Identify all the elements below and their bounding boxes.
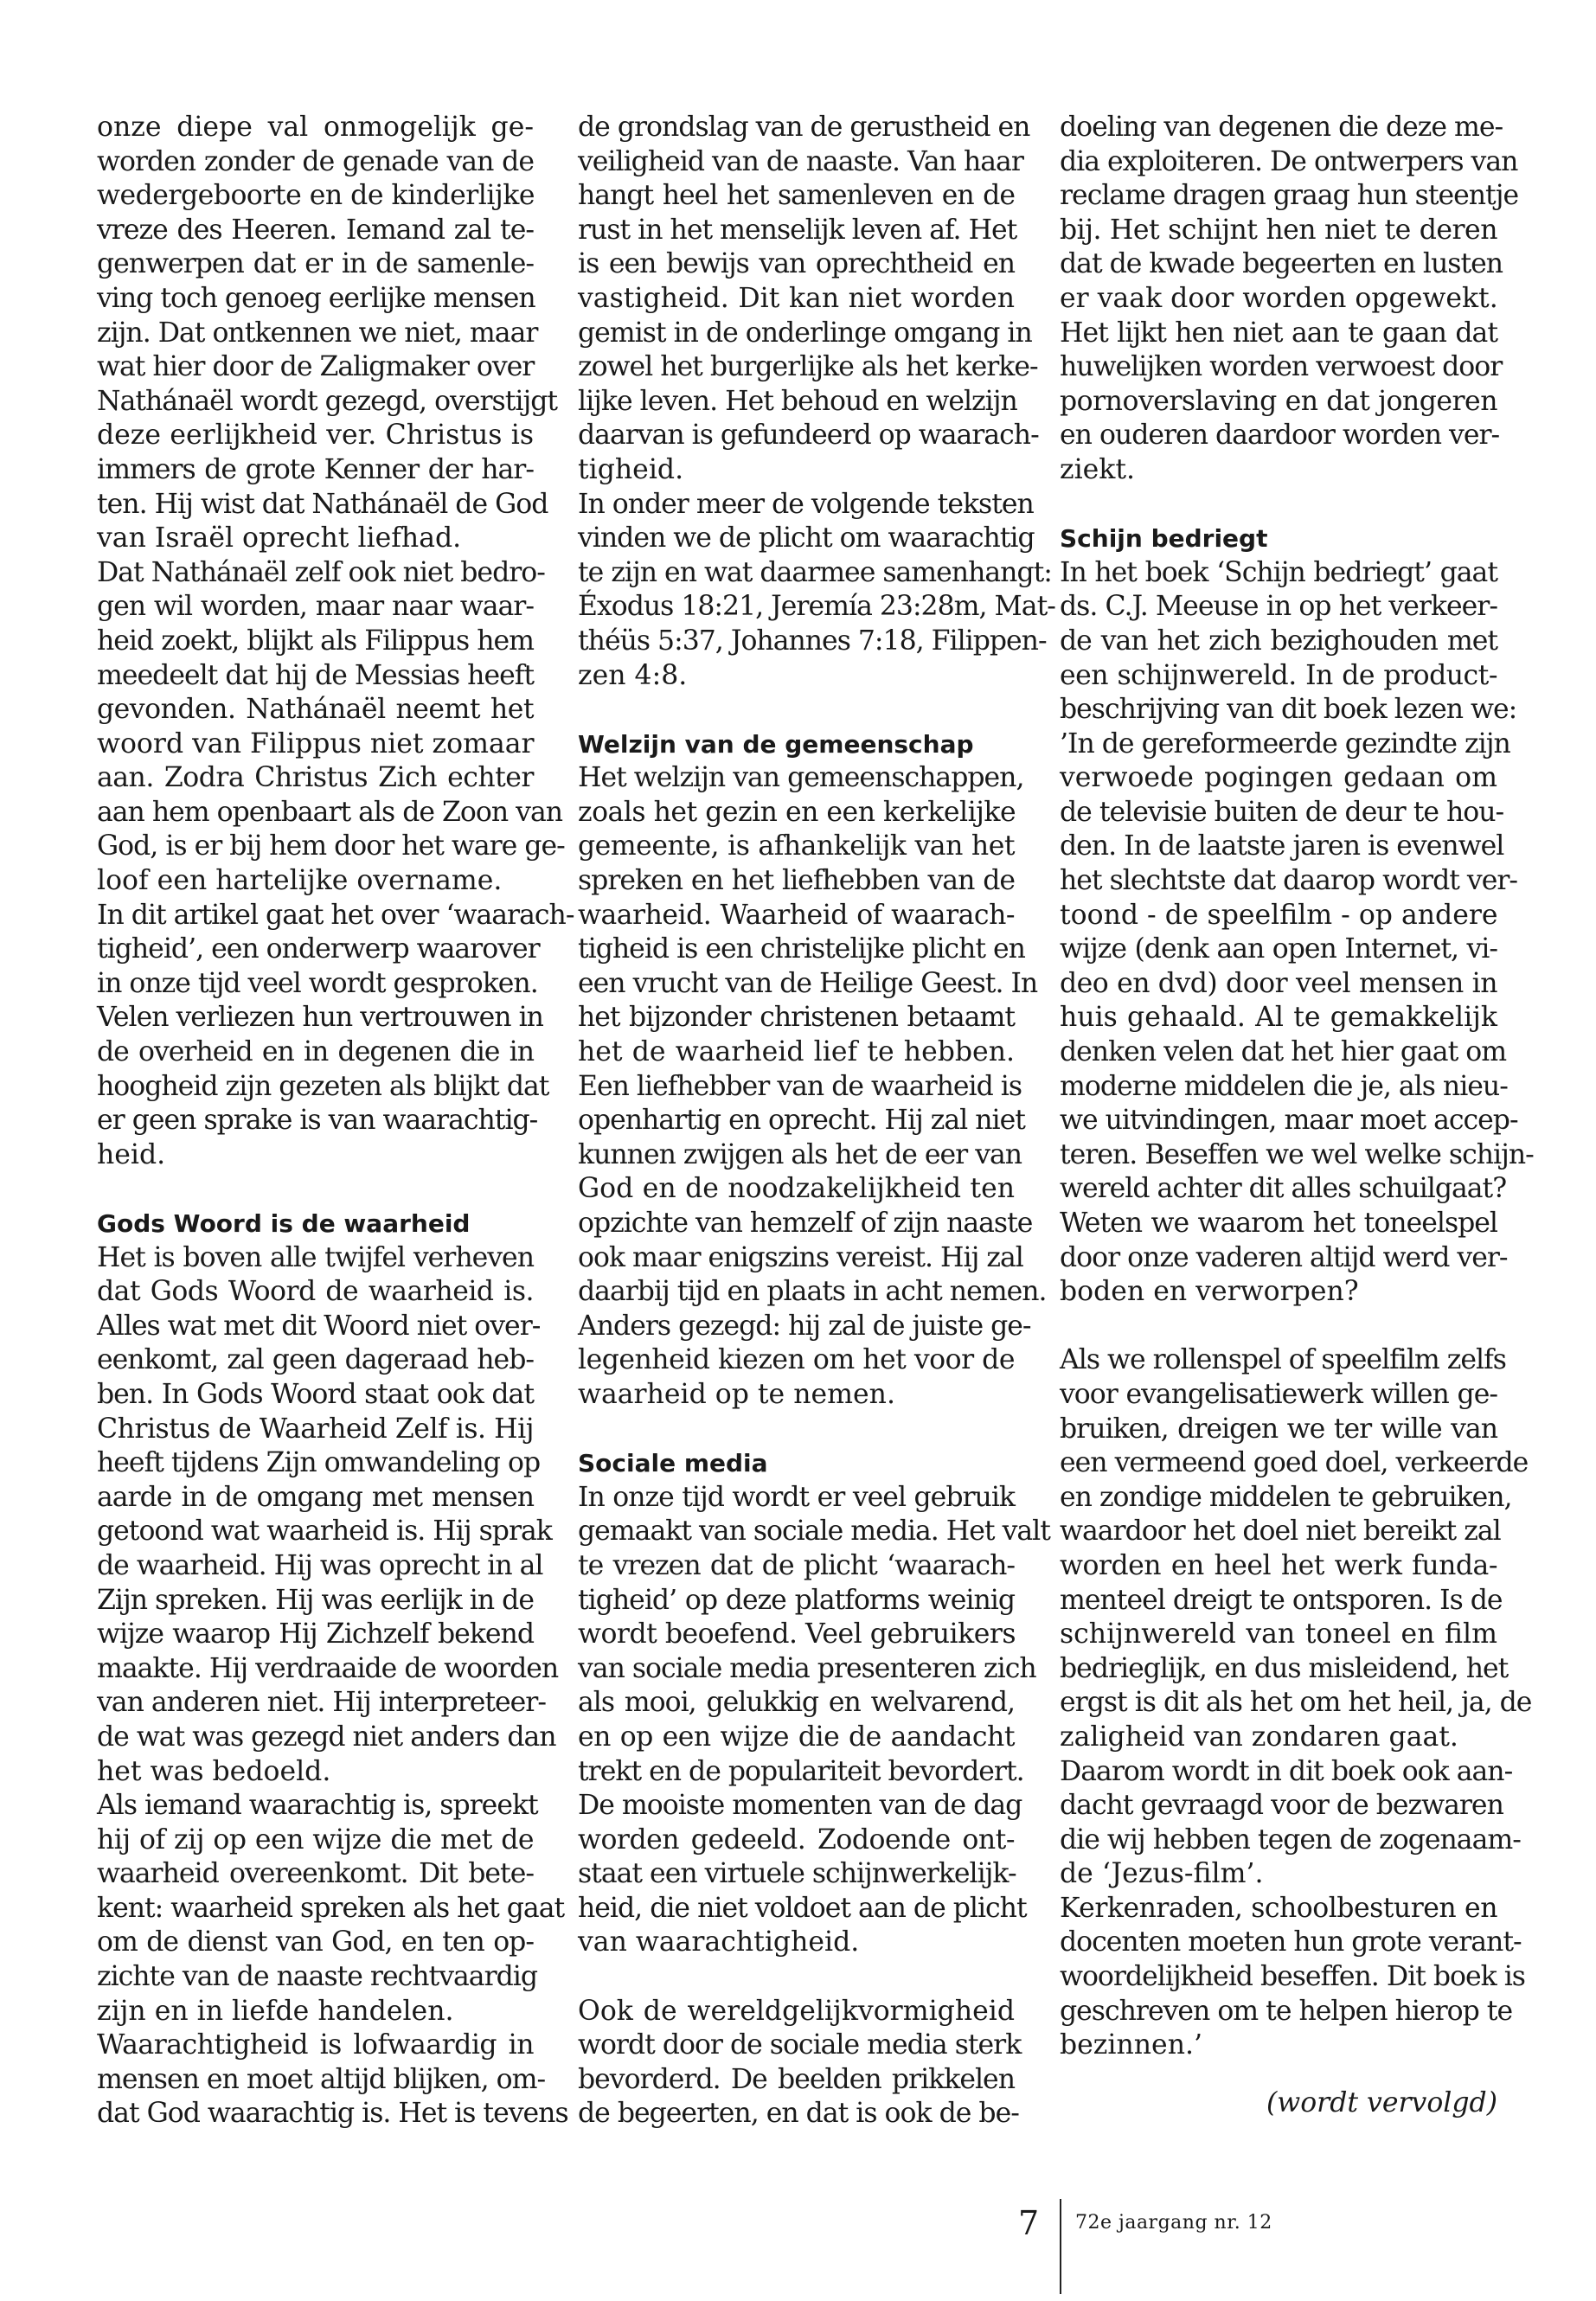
text-line: legenheid kiezen om het voor de xyxy=(578,1344,1015,1376)
text-line: ziekt. xyxy=(1060,453,1136,485)
continuation-note: (wordt vervolgd) xyxy=(1266,2086,1497,2118)
text-line: Als iemand waarachtig is, spreekt xyxy=(97,1790,538,1822)
text-line: genwerpen dat er in de samenle- xyxy=(97,248,534,280)
text-line: dacht gevraagd voor de bezwaren xyxy=(1060,1790,1503,1822)
text-line: zaligheid van zondaren gaat. xyxy=(1060,1721,1458,1753)
column-middle xyxy=(578,111,1055,2131)
text-line: te vrezen dat de plicht ‘waarach- xyxy=(578,1549,1015,1581)
text-line: vreze des Heeren. Iemand zal te- xyxy=(97,214,534,246)
text-line: het slechtste dat daarop wordt ver- xyxy=(1060,865,1518,897)
text-line: Een liefhebber van de waarheid is xyxy=(578,1070,1022,1102)
text-line: woord van Filippus niet zomaar xyxy=(97,727,535,760)
text-line: gevonden. Nathánaël neemt het xyxy=(97,694,534,726)
paragraph xyxy=(1060,1343,1532,1754)
text-line: gen wil worden, maar naar waar- xyxy=(97,591,534,623)
text-line: meedeelt dat hij de Messias heeft xyxy=(97,659,535,691)
text-line: te zijn en wat daarmee samenhangt: xyxy=(578,556,1052,588)
text-line: tigheid’, een onderwerp waarover xyxy=(97,933,540,965)
text-line: waardoor het doel niet bereikt zal xyxy=(1060,1516,1501,1548)
text-line: tigheid’ op deze platforms weinig xyxy=(578,1584,1015,1616)
text-line: heid. xyxy=(97,1138,166,1170)
paragraph-gap xyxy=(578,1413,1015,1447)
text-line: het bijzonder christenen betaamt xyxy=(578,1002,1015,1034)
text-line: er vaak door worden opgewekt. xyxy=(1060,282,1498,314)
text-line: reclame dragen graag hun steentje xyxy=(1060,180,1519,212)
text-line: daarvan is gefundeerd op waarach- xyxy=(578,420,1039,452)
text-line: wijze (denk aan open Internet, vi- xyxy=(1060,933,1497,965)
text-line: de grondslag van de gerustheid en xyxy=(578,112,1030,143)
text-line: als mooi, gelukkig en welvarend, xyxy=(578,1687,1015,1719)
text-line: de televisie buiten de deur te hou- xyxy=(1060,796,1504,828)
text-line: tigheid is een christelijke plicht en xyxy=(578,933,1025,965)
text-line: ten. Hij wist dat Nathánaël de God xyxy=(97,488,548,520)
paragraph-gap xyxy=(97,1172,534,1207)
text-line: die wij hebben tegen de zogenaam- xyxy=(1060,1823,1521,1856)
text-line: gemist in de onderlinge omgang in xyxy=(578,317,1032,349)
text-line: wordt beoefend. Veel gebruikers xyxy=(578,1618,1016,1650)
text-line: dat Gods Woord de waarheid is. xyxy=(97,1276,534,1308)
text-line: een schijnwereld. In de product- xyxy=(1060,659,1497,691)
column-right xyxy=(1060,111,1534,2120)
text-line: boden en verworpen? xyxy=(1060,1276,1359,1308)
text-line: huis gehaald. Al te gemakkelijk xyxy=(1060,1002,1497,1034)
text-line: dia exploiteren. De ontwerpers van xyxy=(1060,145,1518,177)
text-line: In onze tijd wordt er veel gebruik xyxy=(578,1481,1015,1513)
text-line: om de dienst van God, en ten op- xyxy=(97,1926,534,1958)
text-line: getoond wat waarheid is. Hij sprak xyxy=(97,1516,552,1548)
text-line: Christus de Waarheid Zelf is. Hij xyxy=(97,1413,534,1445)
text-line: bij. Het schijnt hen niet te deren xyxy=(1060,214,1497,246)
text-line: door onze vaderen altijd werd ver- xyxy=(1060,1241,1508,1273)
text-line: worden gedeeld. Zodoende ont- xyxy=(578,1823,1015,1856)
text-line: Het is boven alle twijfel verheven xyxy=(97,1241,534,1273)
text-line: de waarheid. Hij was oprecht in al xyxy=(97,1549,543,1581)
text-line: schijnwereld van toneel en film xyxy=(1060,1618,1497,1650)
footer-divider xyxy=(1060,2199,1061,2294)
text-line: verwoede pogingen gedaan om xyxy=(1060,762,1497,794)
paragraph xyxy=(97,1241,559,1790)
paragraph-gap xyxy=(1060,1310,1497,1344)
text-line: God en de noodzakelijkheid ten xyxy=(578,1173,1015,1205)
text-line: aarde in de omgang met mensen xyxy=(97,1481,534,1513)
text-line: Waarachtigheid is lofwaardig in xyxy=(97,2029,534,2061)
text-line: In het boek ‘Schijn bedriegt’ gaat xyxy=(1060,556,1497,588)
text-line: bezinnen.’ xyxy=(1060,2029,1203,2061)
text-line: hoogheid zijn gezeten als blijkt dat xyxy=(97,1070,549,1102)
paragraph xyxy=(97,111,558,556)
text-line: Zijn spreken. Hij was eerlijk in de xyxy=(97,1584,534,1616)
text-line: Dat Nathánaël zelf ook niet bedro- xyxy=(97,556,545,588)
text-line: er geen sprake is van waarachtig- xyxy=(97,1105,538,1137)
text-line: ’In de gereformeerde gezindte zijn xyxy=(1060,727,1510,760)
page-footer xyxy=(0,2197,1596,2292)
text-line: Velen verliezen hun vertrouwen in xyxy=(97,1002,543,1034)
paragraph-gap xyxy=(578,1960,1015,1995)
text-line: in onze tijd veel wordt gesproken. xyxy=(97,967,538,999)
text-line: toond - de speelfilm - op andere xyxy=(1060,899,1498,931)
text-line: ook maar enigszins vereist. Hij zal xyxy=(578,1241,1023,1273)
text-line: aan hem openbaart als de Zoon van xyxy=(97,796,563,828)
text-line: moderne middelen die je, als nieu- xyxy=(1060,1070,1508,1102)
section-heading: Sociale media xyxy=(578,1449,768,1478)
text-line: zoals het gezin en een kerkelijke xyxy=(578,796,1016,828)
text-line: huwelijken worden verwoest door xyxy=(1060,351,1503,383)
text-line: van sociale media presenteren zich xyxy=(578,1652,1036,1684)
text-line: Kerkenraden, schoolbesturen en xyxy=(1060,1892,1497,1924)
text-line: heeft tijdens Zijn omwandeling op xyxy=(97,1447,541,1479)
text-line: théüs 5:37, Johannes 7:18, Filippen- xyxy=(578,625,1047,657)
text-line: De mooiste momenten van de dag xyxy=(578,1790,1022,1822)
text-line: gemeente, is afhankelijk van het xyxy=(578,830,1015,862)
text-line: Éxodus 18:21, Jeremía 23:28m, Mat- xyxy=(578,591,1055,623)
text-line: Alles wat met dit Woord niet over- xyxy=(97,1310,541,1342)
text-line: onze diepe val onmogelijk ge- xyxy=(97,112,534,143)
paragraph xyxy=(578,761,1047,1412)
text-line: kunnen zwijgen als het de eer van xyxy=(578,1138,1022,1170)
text-line: van waarachtigheid. xyxy=(578,1926,860,1958)
text-line: Weten we waarom het toneelspel xyxy=(1060,1208,1497,1239)
text-line: de van het zich bezighouden met xyxy=(1060,625,1497,657)
paragraph xyxy=(578,488,1055,694)
text-line: opzichte van hemzelf of zijn naaste xyxy=(578,1208,1033,1239)
text-line: ben. In Gods Woord staat ook dat xyxy=(97,1378,534,1410)
text-line: den. In de laatste jaren is evenwel xyxy=(1060,830,1504,862)
issue-info: 72e jaargang nr. 12 xyxy=(1075,2212,1272,2234)
paragraph xyxy=(97,899,574,1173)
text-line: Het welzijn van gemeenschappen, xyxy=(578,762,1024,794)
text-line: hangt heel het samenleven en de xyxy=(578,180,1015,212)
paragraph-gap xyxy=(578,693,1015,727)
text-line: het de waarheid lief te hebben. xyxy=(578,1036,1015,1068)
text-line: de overheid en in degenen die in xyxy=(97,1036,534,1068)
text-line: denken velen dat het hier gaat om xyxy=(1060,1036,1507,1068)
text-line: een vrucht van de Heilige Geest. In xyxy=(578,967,1038,999)
text-line: veiligheid van de naaste. Van haar xyxy=(578,145,1023,177)
text-line: maakte. Hij verdraaide de woorden xyxy=(97,1652,559,1684)
section-heading: Welzijn van de gemeenschap xyxy=(578,729,974,759)
text-line: de ‘Jezus-film’. xyxy=(1060,1858,1264,1890)
text-line: en op een wijze die de aandacht xyxy=(578,1721,1015,1753)
text-line: immers de grote Kenner der har- xyxy=(97,453,534,485)
text-line: worden zonder de genade van de xyxy=(97,145,534,177)
text-line: zichte van de naaste rechtvaardig xyxy=(97,1961,538,1993)
paragraph xyxy=(97,1789,565,2029)
text-line: tigheid. xyxy=(578,453,684,485)
text-line: wat hier door de Zaligmaker over xyxy=(97,351,535,383)
text-line: dat de kwade begeerten en lusten xyxy=(1060,248,1503,280)
text-line: deze eerlijkheid ver. Christus is xyxy=(97,420,534,452)
text-line: zowel het burgerlijke als het kerke- xyxy=(578,351,1038,383)
text-line: kent: waarheid spreken als het gaat xyxy=(97,1892,565,1924)
text-line: staat een virtuele schijnwerkelijk- xyxy=(578,1858,1016,1890)
text-line: doeling van degenen die deze me- xyxy=(1060,112,1503,143)
text-line: bruiken, dreigen we ter wille van xyxy=(1060,1413,1497,1445)
text-line: de begeerten, en dat is ook de be- xyxy=(578,2098,1019,2130)
text-line: eenkomt, zal geen dageraad heb- xyxy=(97,1344,534,1376)
paragraph-gap xyxy=(1060,488,1497,522)
text-line: aan. Zodra Christus Zich echter xyxy=(97,762,534,794)
paragraph xyxy=(97,556,565,899)
paragraph xyxy=(578,1481,1050,1960)
text-line: bevorderd. De beelden prikkelen xyxy=(578,2063,1015,2095)
text-line: ds. C.J. Meeuse in op het verkeer- xyxy=(1060,591,1497,623)
text-line: waarheid op te nemen. xyxy=(578,1378,895,1410)
text-line: waarheid overeenkomt. Dit bete- xyxy=(97,1858,534,1890)
text-line: is een bewijs van oprechtheid en xyxy=(578,248,1015,280)
text-line: lijke leven. Het behoud en welzijn xyxy=(578,385,1017,417)
paragraph xyxy=(1060,1755,1521,1892)
text-line: zen 4:8. xyxy=(578,659,688,691)
text-line: spreken en het liefhebben van de xyxy=(578,865,1015,897)
text-line: docenten moeten hun grote verant- xyxy=(1060,1926,1522,1958)
text-line: waarheid. Waarheid of waarach- xyxy=(578,899,1015,931)
text-line: dat God waarachtig is. Het is tevens xyxy=(97,2098,568,2130)
text-line: hij of zij op een wijze die met de xyxy=(97,1823,534,1856)
text-line: voor evangelisatiewerk willen ge- xyxy=(1060,1378,1497,1410)
text-line: een vermeend goed doel, verkeerde xyxy=(1060,1447,1529,1479)
text-line: heid, die niet voldoet aan de plicht xyxy=(578,1892,1027,1924)
text-line: we uitvindingen, maar moet accep- xyxy=(1060,1105,1518,1137)
text-line: God, is er bij hem door het ware ge- xyxy=(97,830,565,862)
text-line: heid zoekt, blijkt als Filippus hem xyxy=(97,625,534,657)
text-line: Daarom wordt in dit boek ook aan- xyxy=(1060,1755,1513,1787)
text-line: Het lijkt hen niet aan te gaan dat xyxy=(1060,317,1497,349)
text-line: teren. Beseffen we wel welke schijn- xyxy=(1060,1138,1534,1170)
text-line: en ouderen daardoor worden ver- xyxy=(1060,420,1500,452)
text-line: beschrijving van dit boek lezen we: xyxy=(1060,694,1517,726)
text-line: gemaakt van sociale media. Het valt xyxy=(578,1516,1050,1548)
text-line: mensen en moet altijd blijken, om- xyxy=(97,2063,546,2095)
section-heading: Gods Woord is de waarheid xyxy=(97,1209,471,1238)
text-line: Nathánaël wordt gezegd, overstijgt xyxy=(97,385,558,417)
text-line: Anders gezegd: hij zal de juiste ge- xyxy=(578,1310,1031,1342)
text-line: pornoverslaving en dat jongeren xyxy=(1060,385,1497,417)
text-line: Ook de wereldgelijkvormigheid xyxy=(578,1995,1015,2027)
text-line: trekt en de populariteit bevordert. xyxy=(578,1755,1024,1787)
text-line: In dit artikel gaat het over ‘waarach- xyxy=(97,899,574,931)
text-line: en zondige middelen te gebruiken, xyxy=(1060,1481,1512,1513)
text-line: menteel dreigt te ontsporen. Is de xyxy=(1060,1584,1503,1616)
text-line: het was bedoeld. xyxy=(97,1755,331,1787)
text-line: de wat was gezegd niet anders dan xyxy=(97,1721,556,1753)
text-line: Als we rollenspel of speelfilm zelfs xyxy=(1060,1344,1506,1376)
text-line: van anderen niet. Hij interpreteer- xyxy=(97,1687,546,1719)
text-line: openhartig en oprecht. Hij zal niet xyxy=(578,1105,1025,1137)
paragraph xyxy=(578,111,1039,488)
section-heading: Schijn bedriegt xyxy=(1060,524,1268,554)
text-line: In onder meer de volgende teksten xyxy=(578,488,1034,520)
paragraph xyxy=(1060,1892,1525,2063)
text-line: van Israël oprecht liefhad. xyxy=(97,522,462,554)
text-line: wereld achter dit alles schuilgaat? xyxy=(1060,1173,1507,1205)
page-number: 7 xyxy=(1018,2204,1040,2242)
text-line: wedergeboorte en de kinderlijke xyxy=(97,180,535,212)
text-line: deo en dvd) door veel mensen in xyxy=(1060,967,1497,999)
text-line: rust in het menselijk leven af. Het xyxy=(578,214,1017,246)
text-line: wordt door de sociale media sterk xyxy=(578,2029,1022,2061)
text-line: zijn en in liefde handelen. xyxy=(97,1995,454,2027)
paragraph xyxy=(97,2029,568,2131)
text-line: woordelijkheid beseffen. Dit boek is xyxy=(1060,1961,1525,1993)
text-line: bedrieglijk, en dus misleidend, het xyxy=(1060,1652,1509,1684)
text-line: geschreven om te helpen hierop te xyxy=(1060,1995,1513,2027)
text-line: daarbij tijd en plaats in acht nemen. xyxy=(578,1276,1047,1308)
column-left xyxy=(97,111,574,2131)
paragraph xyxy=(578,1995,1022,2131)
text-line: zijn. Dat ontkennen we niet, maar xyxy=(97,317,538,349)
text-line: wijze waarop Hij Zichzelf bekend xyxy=(97,1618,534,1650)
text-line: vinden we de plicht om waarachtig xyxy=(578,522,1035,554)
text-line: vastigheid. Dit kan niet worden xyxy=(578,282,1015,314)
paragraph xyxy=(1060,111,1519,488)
text-line: worden en heel het werk funda- xyxy=(1060,1549,1497,1581)
paragraph xyxy=(1060,556,1534,1310)
text-line: ergst is dit als het om het heil, ja, de xyxy=(1060,1687,1532,1719)
text-line: ving toch genoeg eerlijke mensen xyxy=(97,282,535,314)
text-line: loof een hartelijke overname. xyxy=(97,865,503,897)
